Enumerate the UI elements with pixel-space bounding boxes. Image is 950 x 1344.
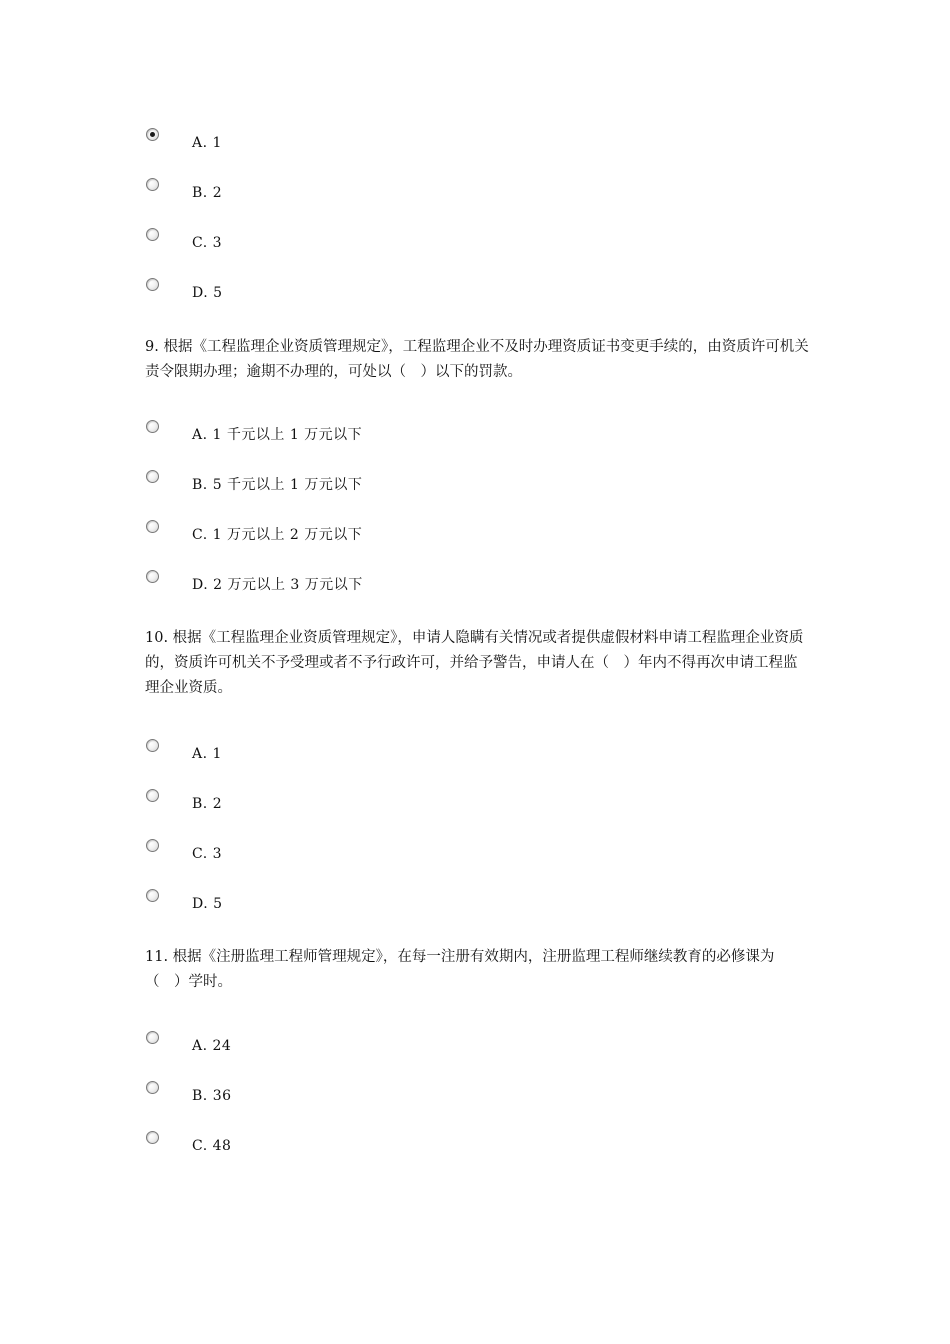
q9-radio-c[interactable] — [146, 520, 159, 533]
q10-option-c-label: C. 3 — [192, 846, 223, 862]
q8-option-d-label: D. 5 — [192, 285, 223, 301]
q10-option-c[interactable] — [0, 839, 950, 889]
q9-option-a[interactable] — [0, 420, 950, 470]
q9-options — [0, 420, 950, 620]
q8-option-b[interactable] — [0, 178, 950, 228]
q11-radio-b[interactable] — [146, 1081, 159, 1094]
q9-option-c[interactable] — [0, 520, 950, 570]
q9-option-c-label: C. 1 万元以上 2 万元以下 — [192, 527, 363, 543]
q9-radio-d[interactable] — [146, 570, 159, 583]
q8-radio-a[interactable] — [146, 128, 159, 141]
q8-option-d[interactable] — [0, 278, 950, 328]
q9-option-d[interactable] — [0, 570, 950, 620]
q10-option-a-label: A. 1 — [192, 746, 222, 762]
q10-options — [0, 739, 950, 939]
q9-radio-a[interactable] — [146, 420, 159, 433]
q10-radio-c[interactable] — [146, 839, 159, 852]
q10-radio-d[interactable] — [146, 889, 159, 902]
q9-radio-b[interactable] — [146, 470, 159, 483]
q11-option-a[interactable] — [0, 1031, 950, 1081]
q9-option-b-label: B. 5 千元以上 1 万元以下 — [192, 477, 363, 493]
q10-radio-b[interactable] — [146, 789, 159, 802]
q11-question-text: 11. 根据《注册监理工程师管理规定》，在每一注册有效期内，注册监理工程师继续教育的必修课为（ ）学时。 — [145, 949, 775, 990]
q9-option-b[interactable] — [0, 470, 950, 520]
q9-option-d-label: D. 2 万元以上 3 万元以下 — [192, 577, 363, 593]
q11-option-b[interactable] — [0, 1081, 950, 1131]
q11-option-b-label: B. 36 — [192, 1088, 232, 1104]
q10-option-b-label: B. 2 — [192, 796, 223, 812]
q10-option-d-label: D. 5 — [192, 896, 223, 912]
q9-option-a-label: A. 1 千元以上 1 万元以下 — [192, 427, 363, 443]
q11-options — [0, 1031, 950, 1181]
q8-option-c[interactable] — [0, 228, 950, 278]
q11-radio-c[interactable] — [146, 1131, 159, 1144]
q10-radio-a[interactable] — [146, 739, 159, 752]
q8-options — [0, 128, 950, 328]
q8-option-b-label: B. 2 — [192, 185, 223, 201]
q11-option-c[interactable] — [0, 1131, 950, 1181]
q10-option-a[interactable] — [0, 739, 950, 789]
q11-radio-a[interactable] — [146, 1031, 159, 1044]
q9-question-text: 9. 根据《工程监理企业资质管理规定》，工程监理企业不及时办理资质证书变更手续的，由资质许可机关责令限期办理；逾期不办理的，可处以（ ）以下的罚款。 — [145, 339, 809, 380]
q10-option-d[interactable] — [0, 889, 950, 939]
q8-option-a-label: A. 1 — [192, 135, 222, 151]
q11-option-a-label: A. 24 — [192, 1038, 232, 1054]
q11-option-c-label: C. 48 — [192, 1138, 232, 1154]
q8-radio-c[interactable] — [146, 228, 159, 241]
q10-option-b[interactable] — [0, 789, 950, 839]
q8-radio-d[interactable] — [146, 278, 159, 291]
q8-option-c-label: C. 3 — [192, 235, 223, 251]
q10-question-text: 10. 根据《工程监理企业资质管理规定》，申请人隐瞒有关情况或者提供虚假材料申请工程监理企业资质的，资质许可机关不予受理或者不予行政许可，并给予警告，申请人在（ ）年内不得再次申请工程监理企业资质。 — [145, 630, 804, 696]
q8-radio-b[interactable] — [146, 178, 159, 191]
q8-option-a[interactable] — [0, 128, 950, 178]
